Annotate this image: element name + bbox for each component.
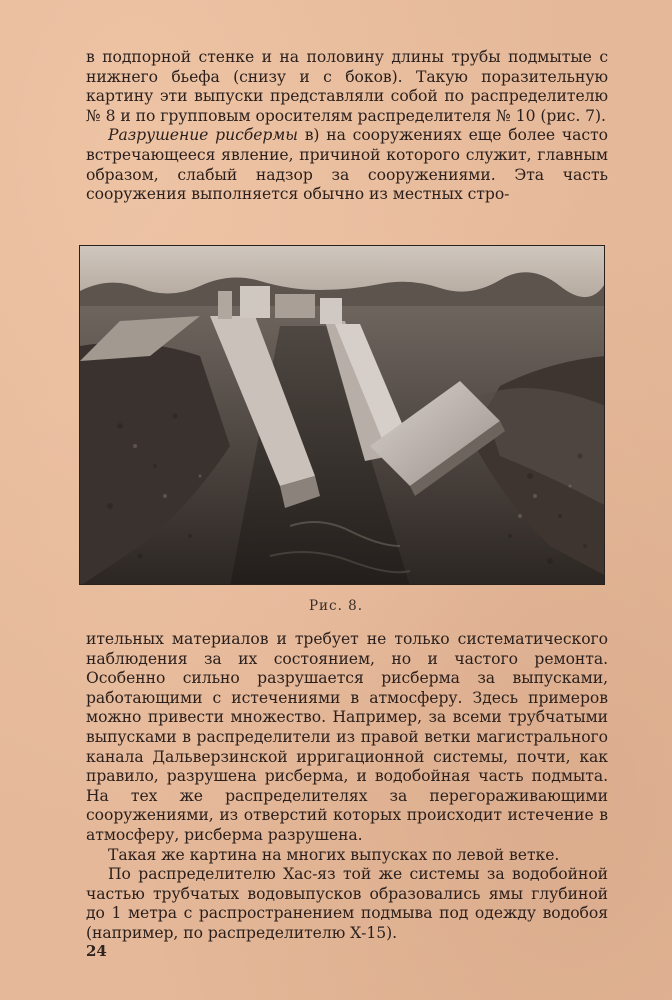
- paragraph-4: Такая же картина на многих выпусках по левой ветке.: [108, 845, 560, 864]
- photo-irrigation-structure: [80, 246, 605, 585]
- paragraph-1-text: в подпорной стенке и на половину длины трубы подмытые с нижнего бьефа (снизу и с боков). Такую поразительную картину эти выпуски представляли собой по распределителю № 8 и по групповым оросителям распределителя № 10 (рис. 7).: [86, 48, 608, 125]
- figure-photo: [79, 245, 605, 585]
- page-number: 24: [86, 942, 107, 960]
- figure-caption: Рис. 8.: [308, 598, 364, 614]
- bottom-text-block: [86, 630, 608, 944]
- paragraph-2-lead: Разрушение рисбермы: [108, 126, 298, 145]
- paragraph-2: [86, 126, 608, 204]
- paragraph-2-text: в) на сооружениях еще более часто встречающееся явление, причиной которого служит, главным образом, слабый надзор за сооружениями. Эта часть сооружения выполняется обычно из местных стро-: [86, 126, 608, 204]
- top-text-block: [86, 48, 608, 205]
- paragraph-1: [86, 48, 608, 126]
- paragraph-5: По распределителю Хас-яз той же системы за водобойной частью трубчатых водовыпусков образовались ямы глубиной до 1 метра с распространением подмыва под одежду водобоя (например, по распределителю Х-15).: [86, 865, 608, 942]
- paragraph-3: ительных материалов и требует не только систематического наблюдения за их состоянием, но и частого ремонта. Особенно сильно разрушается рисберма за выпусками, работающими с истечениями в атмосферу. Здесь примеров можно привести множество. Например, за всеми трубчатыми выпусками в распределители из правой ветки магистрального канала Дальверзинской ирригационной системы, почти, как правило, разрушена рисберма, и водобойная часть подмыта. На тех же распределителях за перегораживающими сооружениями, из отверстий которых происходит истечение в атмосферу, рисберма разрушена.: [86, 630, 608, 844]
